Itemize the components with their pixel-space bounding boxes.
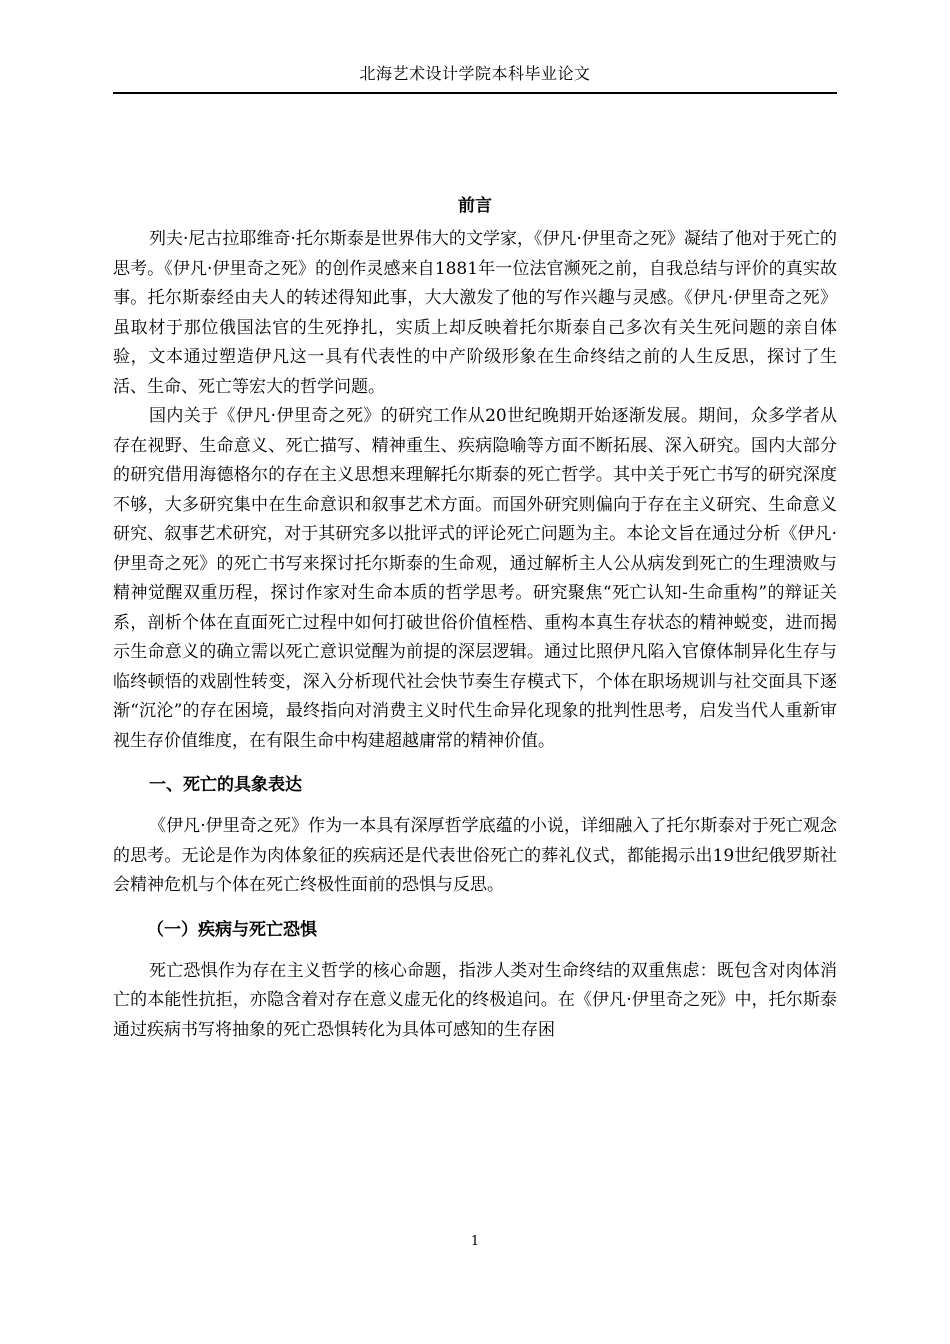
section-1-paragraph: 《伊凡·伊里奇之死》作为一本具有深厚哲学底蕴的小说，详细融入了托尔斯泰对于死亡观念的思考。无论是作为肉体象征的疾病还是代表世俗死亡的葬礼仪式，都能揭示出19世纪俄罗斯社会精神危机与个体在死亡终极性面前的恐惧与反思。 — [113, 816, 837, 895]
subsection-1-paragraph: 死亡恐惧作为存在主义哲学的核心命题，指涉人类对生命终结的双重焦虑：既包含对肉体消亡的本能性抗拒，亦隐含着对存在意义虚无化的终极追问。在《伊凡·伊里奇之死》中，托尔斯泰通过疾病书写将抽象的死亡恐惧转化为具体可感知的生存困 — [113, 960, 837, 1040]
subsection-heading-1: （一）疾病与死亡恐惧 — [147, 919, 317, 940]
section-heading-1: 一、死亡的具象表达 — [149, 775, 302, 795]
preface-paragraph-2: 国内关于《伊凡·伊里奇之死》的研究工作从20世纪晚期开始逐渐发展。期间，众多学者从存在视野、生命意义、死亡描写、精神重生、疾病隐喻等方面不断拓展、深入研究。国内大部分的研究借用海德格尔的存在主义思想来理解托尔斯泰的死亡哲学。其中关于死亡书写的研究深度不够，大多研究集中在生命意识和叙事艺术方面。而国外研究则偏向于存在主义研究、生命意义研究、叙事艺术研究，对于其研究多以批评式的评论死亡问题为主。本论文旨在通过分析《伊凡·伊里奇之死》的死亡书写来探讨托尔斯泰的生命观，通过解析主人公从病发到死亡的生理溃败与精神觉醒双重历程，探讨作家对生命本质的哲学思考。研究聚焦“死亡认知-生命重构”的辩证关系，剖析个体在直面死亡过程中如何打破世俗价值桎梏、重构本真生存状态的精神蜕变，进而揭示生命意义的确立需以死亡意识觉醒为前提的深层逻辑。通过比照伊凡陷入官僚体制异化生存与临终顿悟的戏剧性转变，深入分析现代社会快节奏生存模式下，个体在职场规训与社交面具下逐渐“沉沦”的存在困境，最终指向对消费主义时代生命异化现象的批判性思考，启发当代人重新审视生存价值维度，在有限生命中构建超越庸常的精神价值。 — [113, 406, 837, 751]
page-number: 1 — [470, 1234, 480, 1249]
preface-paragraph-1: 列夫·尼古拉耶维奇·托尔斯泰是世界伟大的文学家，《伊凡·伊里奇之死》凝结了他对于死亡的思考。《伊凡·伊里奇之死》的创作灵感来自1881年一位法官濒死之前，自我总结与评价的真实故事。托尔斯泰经由夫人的转述得知此事，大大激发了他的写作兴趣与灵感。《伊凡·伊里奇之死》虽取材于那位俄国法官的生死挣扎，实质上却反映着托尔斯泰自己多次有关生死问题的亲自体验，文本通过塑造伊凡这一具有代表性的中产阶级形象在生命终结之前的人生反思，探讨了生活、生命、死亡等宏大的哲学问题。 — [113, 229, 837, 397]
body-text — [113, 191, 837, 1045]
header-rule — [113, 92, 837, 94]
preface-title: 前言 — [458, 196, 492, 216]
running-header: 北海艺术设计学院本科毕业论文 — [359, 64, 591, 83]
